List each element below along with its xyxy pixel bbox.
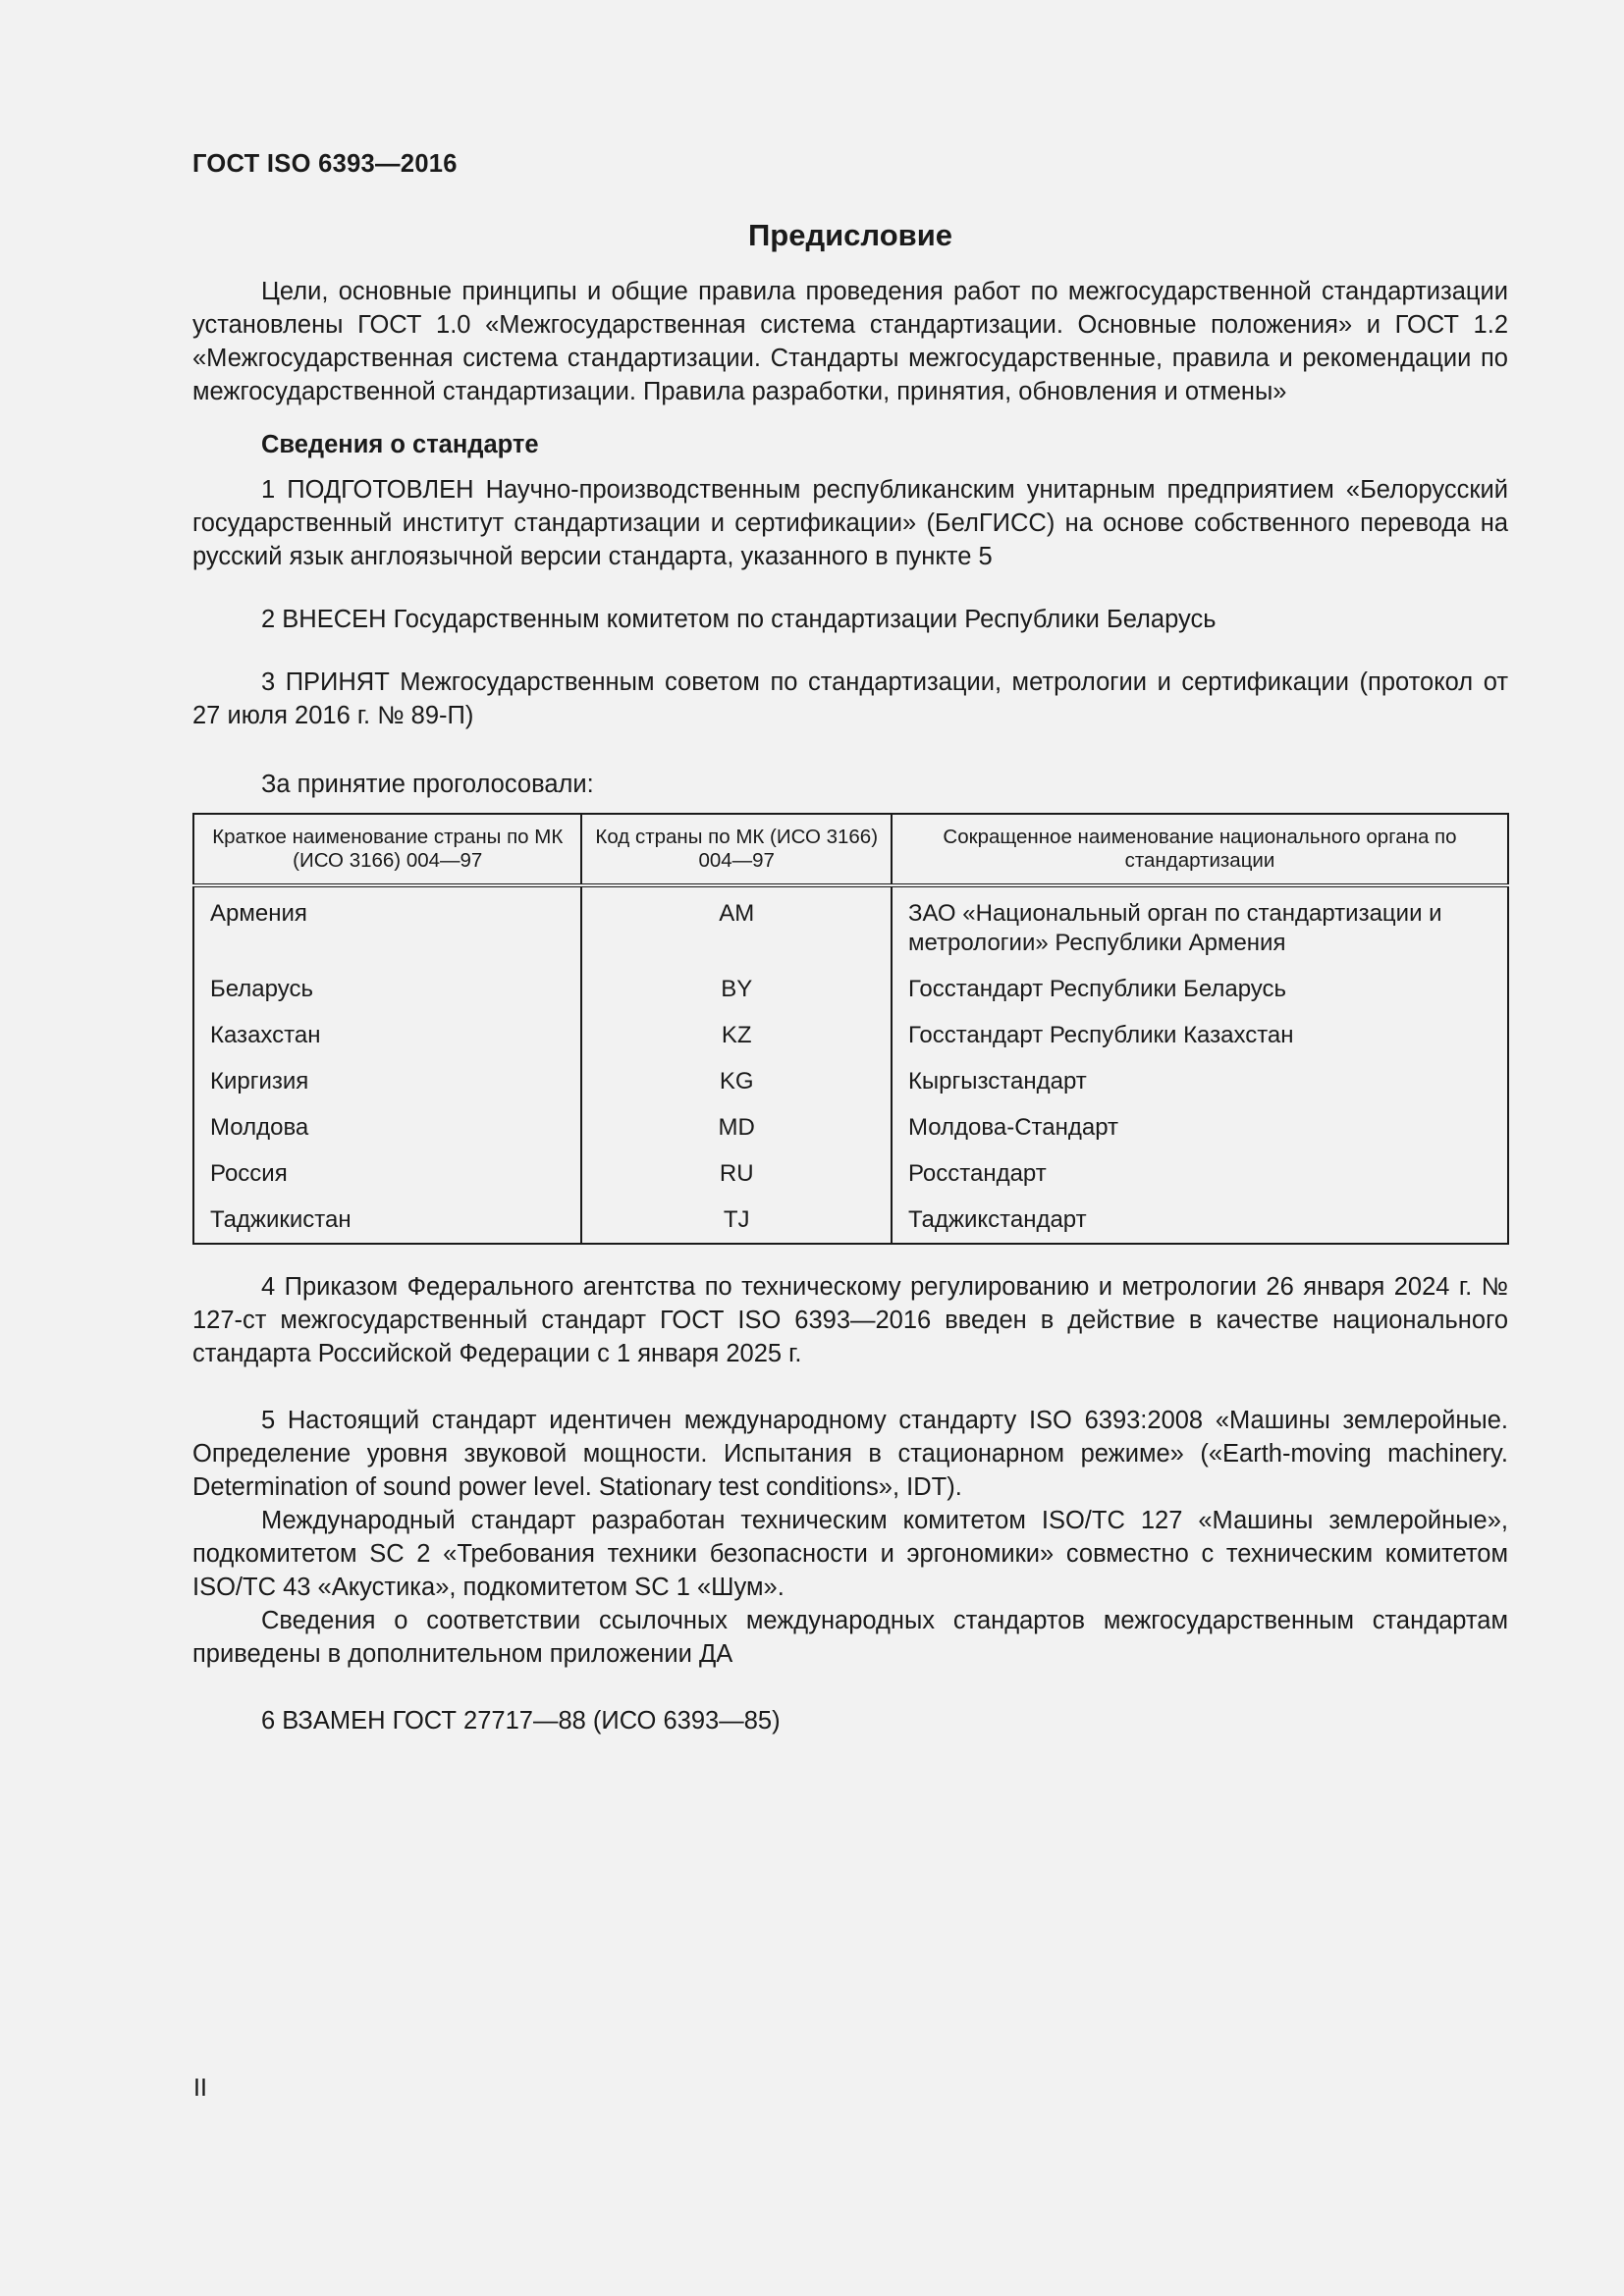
table-row: [193, 1015, 1508, 1061]
cell-code: RU: [581, 1153, 891, 1200]
item-2-paragraph: 2 ВНЕСЕН Государственным комитетом по стандартизации Республики Беларусь: [261, 606, 1217, 633]
table-row: [193, 1200, 1508, 1244]
table-row: [193, 969, 1508, 1015]
cell-body: ЗАО «Национальный орган по стандартизации и метрологии» Республики Армения: [892, 885, 1508, 969]
cell-body: Молдова-Стандарт: [892, 1107, 1508, 1153]
cell-code: KG: [581, 1061, 891, 1107]
cell-code: KZ: [581, 1015, 891, 1061]
table-row: [193, 1107, 1508, 1153]
item-6-paragraph: 6 ВЗАМЕН ГОСТ 27717—88 (ИСО 6393—85): [261, 1707, 781, 1735]
info-heading: Сведения о стандарте: [261, 431, 539, 458]
cell-body: Кыргызстандарт: [892, 1061, 1508, 1107]
cell-body: Госстандарт Республики Казахстан: [892, 1015, 1508, 1061]
cell-country: Таджикистан: [210, 1206, 352, 1233]
page-number: II: [193, 2074, 207, 2102]
item-5-committee-paragraph: Международный стандарт разработан техническим комитетом ISO/TC 127 «Машины землеройные», подкомитетом SC 2 «Требования техники безопасности и эргономики» совместно с техническим комитетом ISO/TC 43 «Акустика», подкомитетом SC 1 «Шум».: [192, 1507, 1508, 1601]
cell-code: AM: [581, 885, 891, 969]
section-title: Предисловие: [747, 218, 952, 252]
voting-table: [192, 813, 1509, 1245]
column-header-country: Краткое наименование страны по МК (ИСО 3166) 004—97: [193, 814, 581, 885]
column-header-body: Сокращенное наименование национального органа по стандартизации: [892, 814, 1508, 885]
document-identifier: ГОСТ ISO 6393—2016: [192, 150, 458, 178]
column-header-code: Код страны по МК (ИСО 3166) 004—97: [581, 814, 891, 885]
intro-paragraph: Цели, основные принципы и общие правила проведения работ по межгосударственной стандартизации установлены ГОСТ 1.0 «Межгосударственная система стандартизации. Основные положения» и ГОСТ 1.2 «Межгосударственная система стандартизации. Стандарты межгосударственные, правила и рекомендации по межгосударственной стандартизации. Правила разработки, принятия, обновления и отмены»: [192, 278, 1508, 405]
cell-code: BY: [581, 969, 891, 1015]
page-content: [192, 147, 1508, 1737]
item-1-paragraph: 1 ПОДГОТОВЛЕН Научно-производственным республиканским унитарным предприятием «Белорусский государственный институт стандартизации и сертификации» (БелГИСС) на основе собственного перевода на русский язык англоязычной версии стандарта, указанного в пункте 5: [192, 476, 1508, 570]
cell-body: Росстандарт: [892, 1153, 1508, 1200]
table-header-row: [193, 814, 1508, 885]
item-3-paragraph: 3 ПРИНЯТ Межгосударственным советом по стандартизации, метрологии и сертификации (протокол от 27 июля 2016 г. № 89-П): [192, 668, 1508, 729]
cell-country: Россия: [210, 1160, 288, 1187]
cell-body: Госстандарт Республики Беларусь: [892, 969, 1508, 1015]
cell-code: MD: [581, 1107, 891, 1153]
item-5-references-paragraph: Сведения о соответствии ссылочных международных стандартов межгосударственным стандартам приведены в дополнительном приложении ДА: [192, 1607, 1508, 1668]
table-row: [193, 1061, 1508, 1107]
cell-code: TJ: [581, 1200, 891, 1244]
cell-country: Казахстан: [210, 1022, 321, 1048]
cell-country: Беларусь: [210, 976, 313, 1002]
cell-country: Армения: [210, 900, 307, 927]
cell-country: Киргизия: [210, 1068, 309, 1095]
item-4-paragraph: 4 Приказом Федерального агентства по техническому регулированию и метрологии 26 января 2024 г. № 127-ст межгосударственный стандарт ГОСТ ISO 6393—2016 введен в действие в качестве национального стандарта Российской Федерации с 1 января 2025 г.: [192, 1273, 1508, 1367]
votes-intro: За принятие проголосовали:: [261, 771, 594, 798]
table-row: [193, 1153, 1508, 1200]
cell-country: Молдова: [210, 1114, 309, 1141]
table-row: [193, 885, 1508, 969]
cell-body: Таджикстандарт: [892, 1200, 1508, 1244]
item-5-paragraph: 5 Настоящий стандарт идентичен международному стандарту ISO 6393:2008 «Машины землеройные. Определение уровня звуковой мощности. Испытания в стационарном режиме» («Earth-moving machinery. Determination of sound power level. Stationary test conditions», IDT).: [192, 1407, 1508, 1501]
